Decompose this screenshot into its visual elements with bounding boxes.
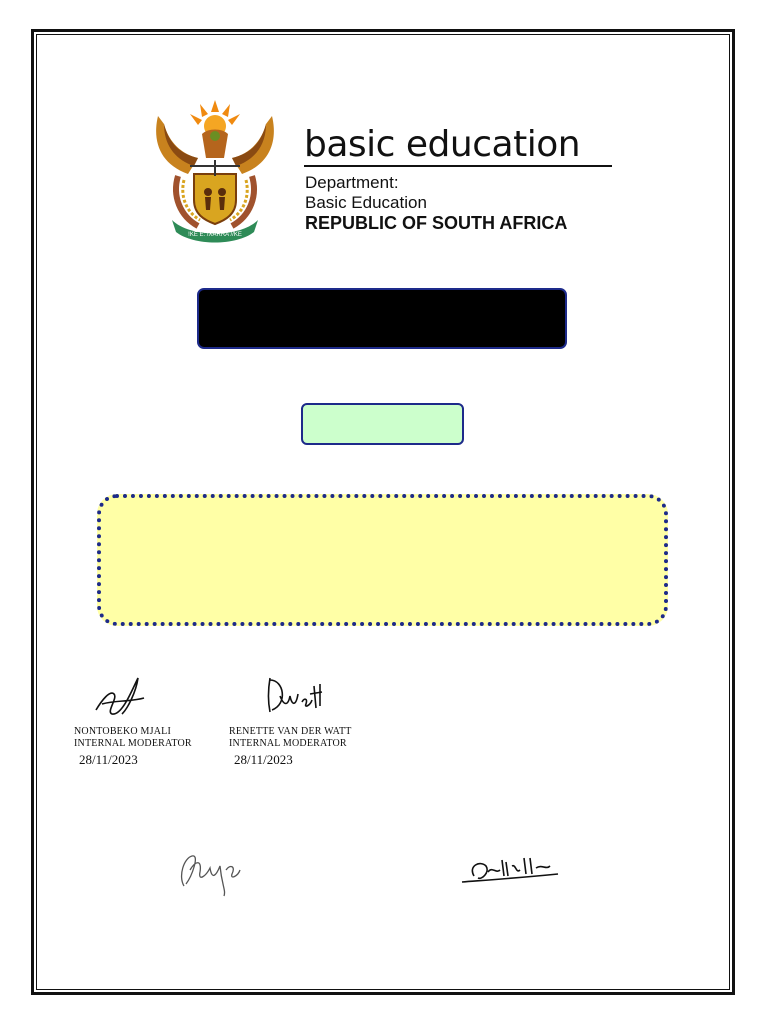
logo-department-name: Basic Education [305,193,427,212]
signature-icon [262,672,326,716]
motto-text: !KE E: /XARRA //KE [188,232,242,238]
moderator-role: INTERNAL MODERATOR [74,738,192,749]
moderator-role: INTERNAL MODERATOR [229,738,347,749]
logo-department-label: Department: [305,173,399,192]
green-label-box [301,403,464,445]
moderator-name: RENETTE VAN DER WATT [229,726,352,737]
logo-country: REPUBLIC OF SOUTH AFRICA [305,213,568,233]
signature-icon [170,846,260,900]
moderator-date: 28/11/2023 [79,752,138,767]
coat-of-arms-icon [150,96,280,244]
signature-icon [458,852,562,888]
moderator-name: NONTOBEKO MJALI [74,726,171,737]
logo-divider [304,165,612,167]
redacted-title-box [197,288,567,349]
yellow-notice-box [97,494,668,626]
moderator-date: 28/11/2023 [234,752,293,767]
signature-icon [92,670,148,720]
logo-title: basic education [304,124,581,165]
